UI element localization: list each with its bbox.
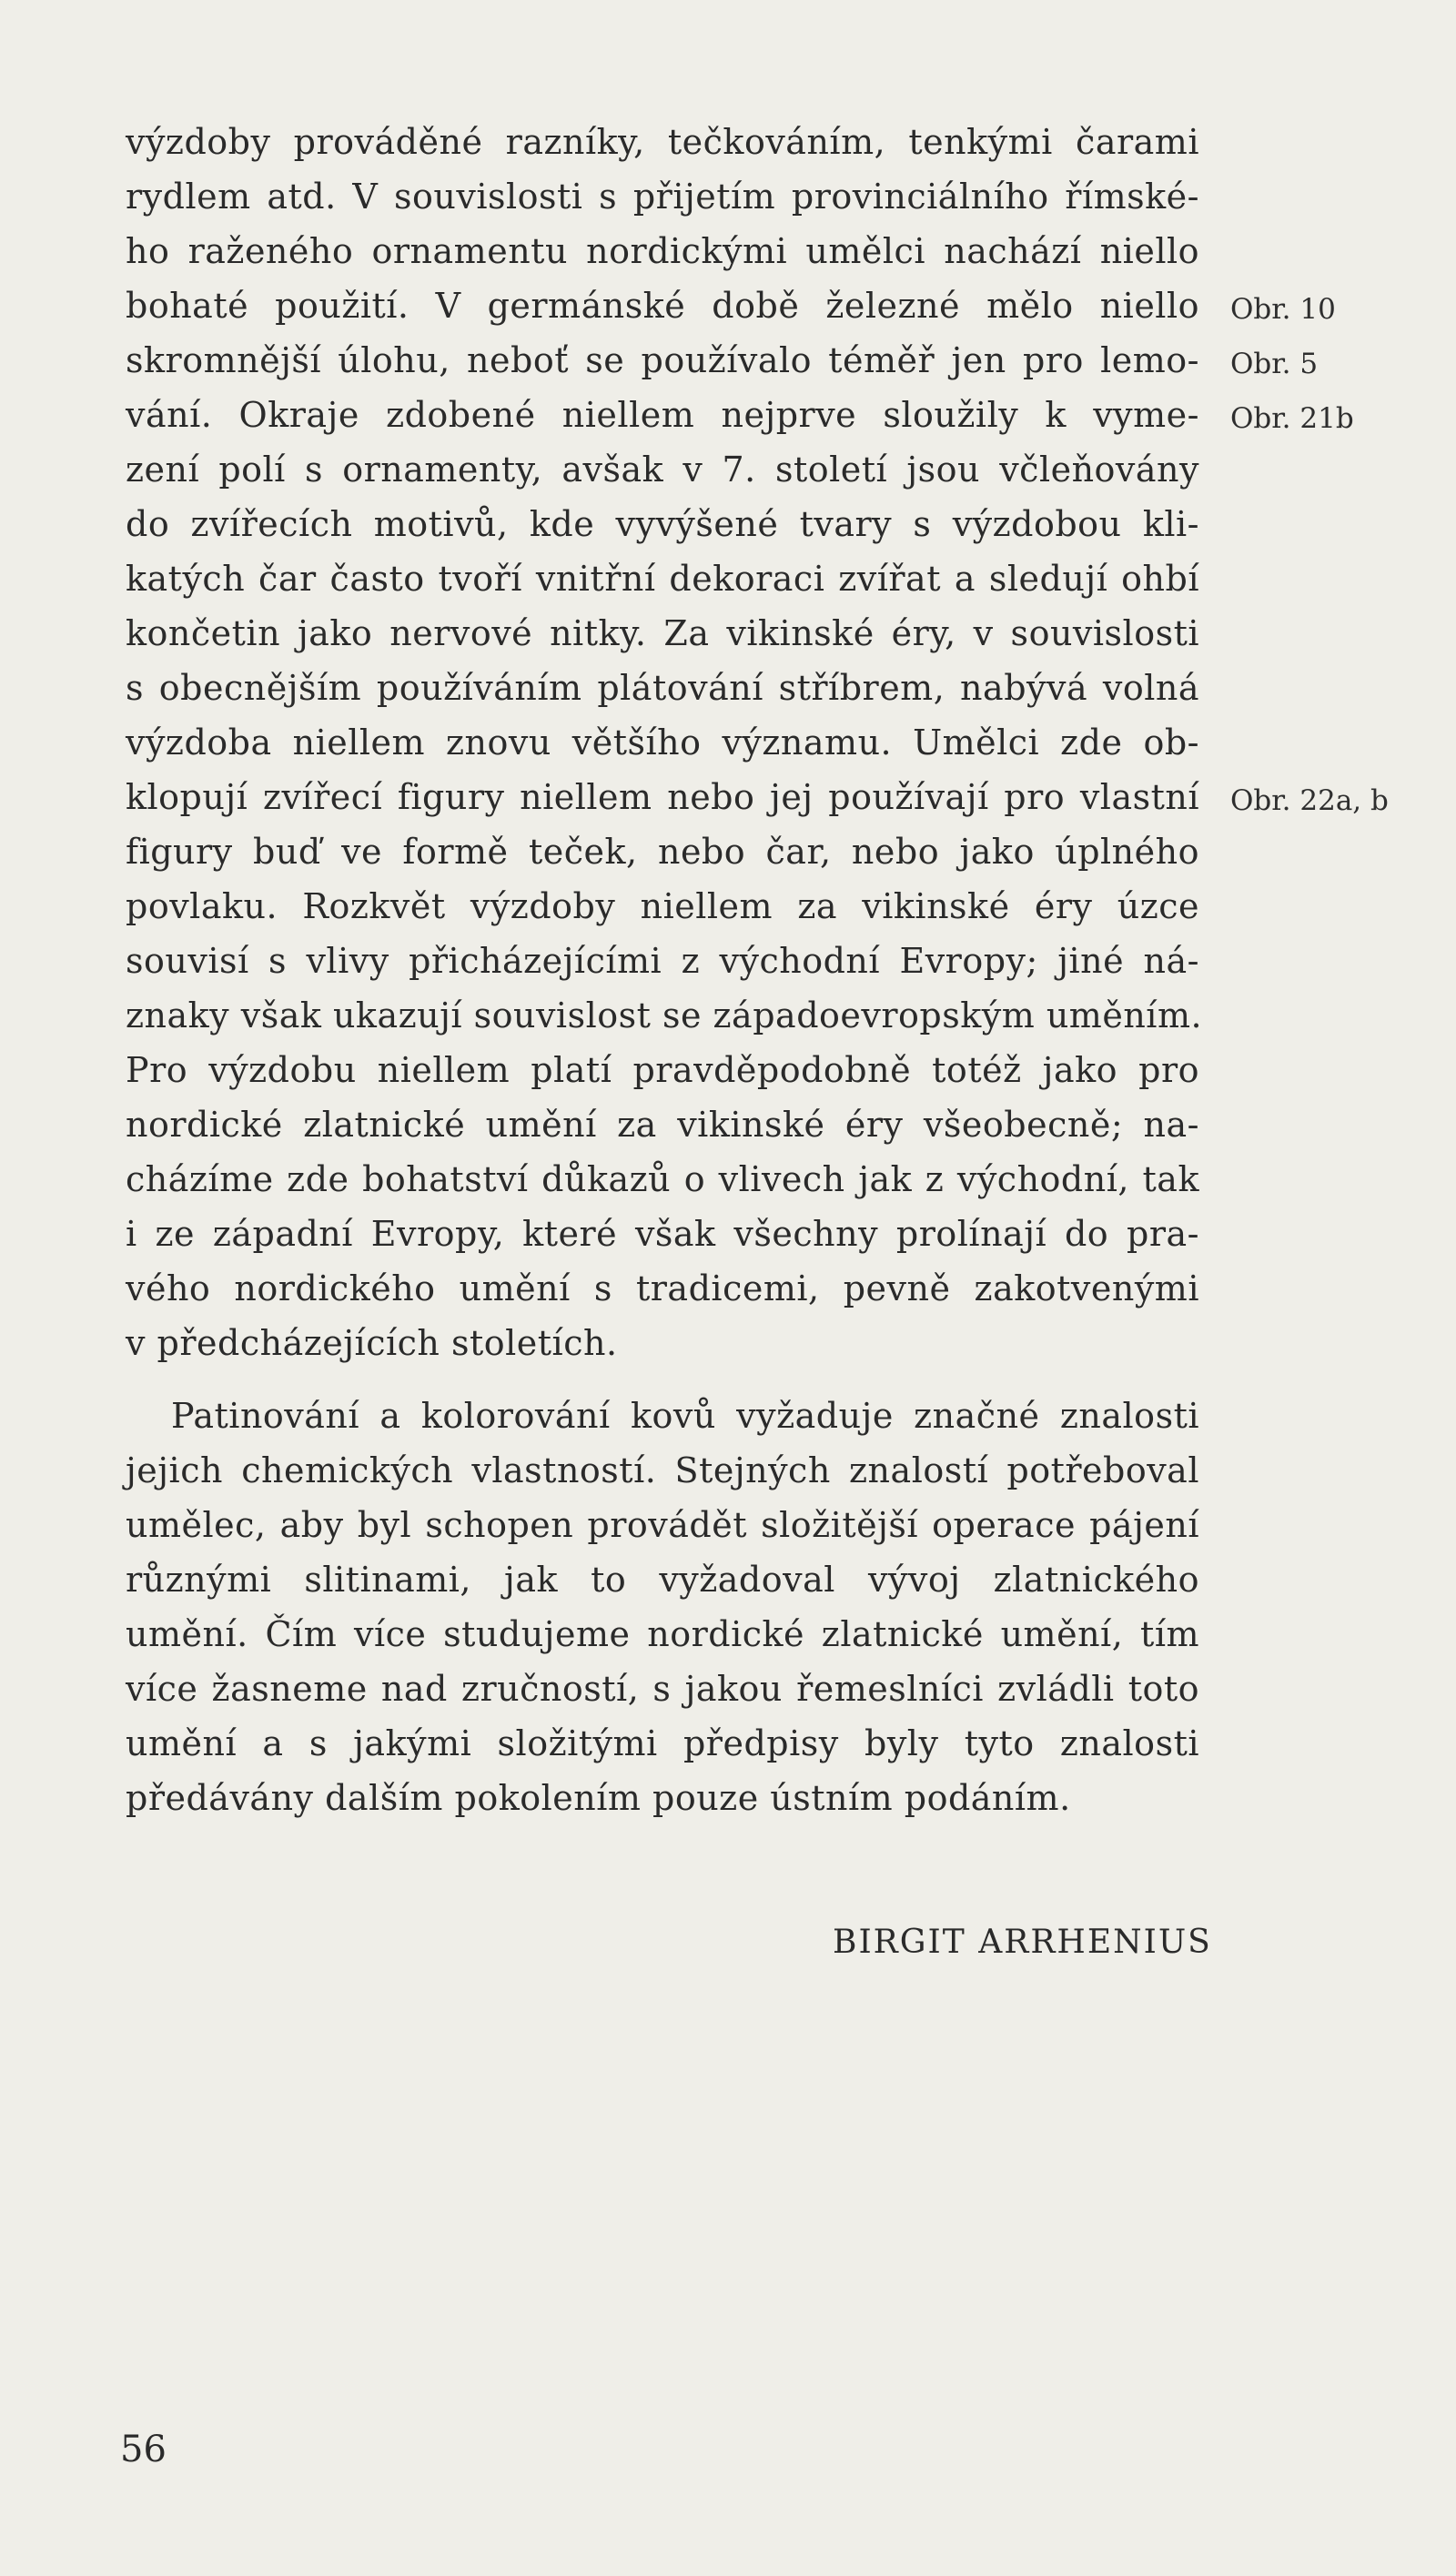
figure-reference: Obr. 10 <box>1230 293 1336 326</box>
text-line: katých čar často tvoří vnitřní dekoraci zvířat a sledují ohbí <box>126 559 1199 599</box>
text-line: skromnější úlohu, neboť se používalo téměř jen pro lemo- <box>126 340 1199 380</box>
text-line: umění. Čím více studujeme nordické zlatnické umění, tím <box>126 1614 1199 1654</box>
text-line: umělec, aby byl schopen provádět složitější operace pájení <box>126 1505 1199 1545</box>
text-line: vého nordického umění s tradicemi, pevně zakotvenými <box>126 1268 1199 1308</box>
text-line: klopují zvířecí figury niellem nebo jej používají pro vlastní <box>126 777 1199 817</box>
text-line: výzdoba niellem znovu většího významu. Umělci zde ob- <box>126 722 1199 763</box>
text-line: i ze západní Evropy, které však všechny prolínají do pra- <box>126 1214 1199 1254</box>
page-number: 56 <box>120 2429 167 2470</box>
text-line: více žasneme nad zručností, s jakou řemeslníci zvládli toto <box>126 1669 1199 1709</box>
text-line: zení polí s ornamenty, avšak v 7. století jsou včleňovány <box>126 450 1199 490</box>
text-line: povlaku. Rozkvět výzdoby niellem za vikinské éry úzce <box>126 886 1199 926</box>
text-line: figury buď ve formě teček, nebo čar, nebo jako úplného <box>126 832 1199 872</box>
author-name: BIRGIT ARRHENIUS <box>833 1924 1212 1961</box>
figure-reference: Obr. 5 <box>1230 348 1319 380</box>
text-line: cházíme zde bohatství důkazů o vlivech jak z východní, tak <box>126 1159 1199 1199</box>
text-line: různými slitinami, jak to vyžadoval vývoj zlatnického <box>126 1560 1199 1600</box>
text-line: do zvířecích motivů, kde vyvýšené tvary s výzdobou kli- <box>126 504 1199 544</box>
text-line: vání. Okraje zdobené niellem nejprve sloužily k vyme- <box>126 395 1199 435</box>
text-line: výzdoby prováděné razníky, tečkováním, tenkými čarami <box>126 122 1199 162</box>
text-line: znaky však ukazují souvislost se západoevropským uměním. <box>126 995 1203 1035</box>
text-line: předávány dalším pokolením pouze ústním podáním. <box>126 1778 1071 1818</box>
text-line: bohaté použití. V germánské době železné mělo niello <box>126 286 1199 326</box>
text-line: jejich chemických vlastností. Stejných znalostí potřeboval <box>126 1450 1199 1490</box>
text-line: v předcházejících stoletích. <box>126 1323 618 1363</box>
text-line: umění a s jakými složitými předpisy byly tyto znalosti <box>126 1723 1199 1763</box>
text-line: ho raženého ornamentu nordickými umělci nachází niello <box>126 231 1199 271</box>
figure-reference: Obr. 22a, b <box>1230 784 1389 817</box>
text-line: s obecnějším používáním plátování stříbrem, nabývá volná <box>126 668 1199 708</box>
text-line: Patinování a kolorování kovů vyžaduje značné znalosti <box>171 1396 1199 1436</box>
text-line: Pro výzdobu niellem platí pravděpodobně totéž jako pro <box>126 1050 1199 1090</box>
figure-reference: Obr. 21b <box>1230 402 1354 435</box>
text-line: souvisí s vlivy přicházejícími z východní Evropy; jiné ná- <box>126 941 1199 981</box>
text-line: končetin jako nervové nitky. Za vikinské éry, v souvislosti <box>126 613 1199 653</box>
text-line: nordické zlatnické umění za vikinské éry všeobecně; na- <box>126 1105 1199 1145</box>
text-line: rydlem atd. V souvislosti s přijetím provinciálního římské- <box>126 177 1199 217</box>
